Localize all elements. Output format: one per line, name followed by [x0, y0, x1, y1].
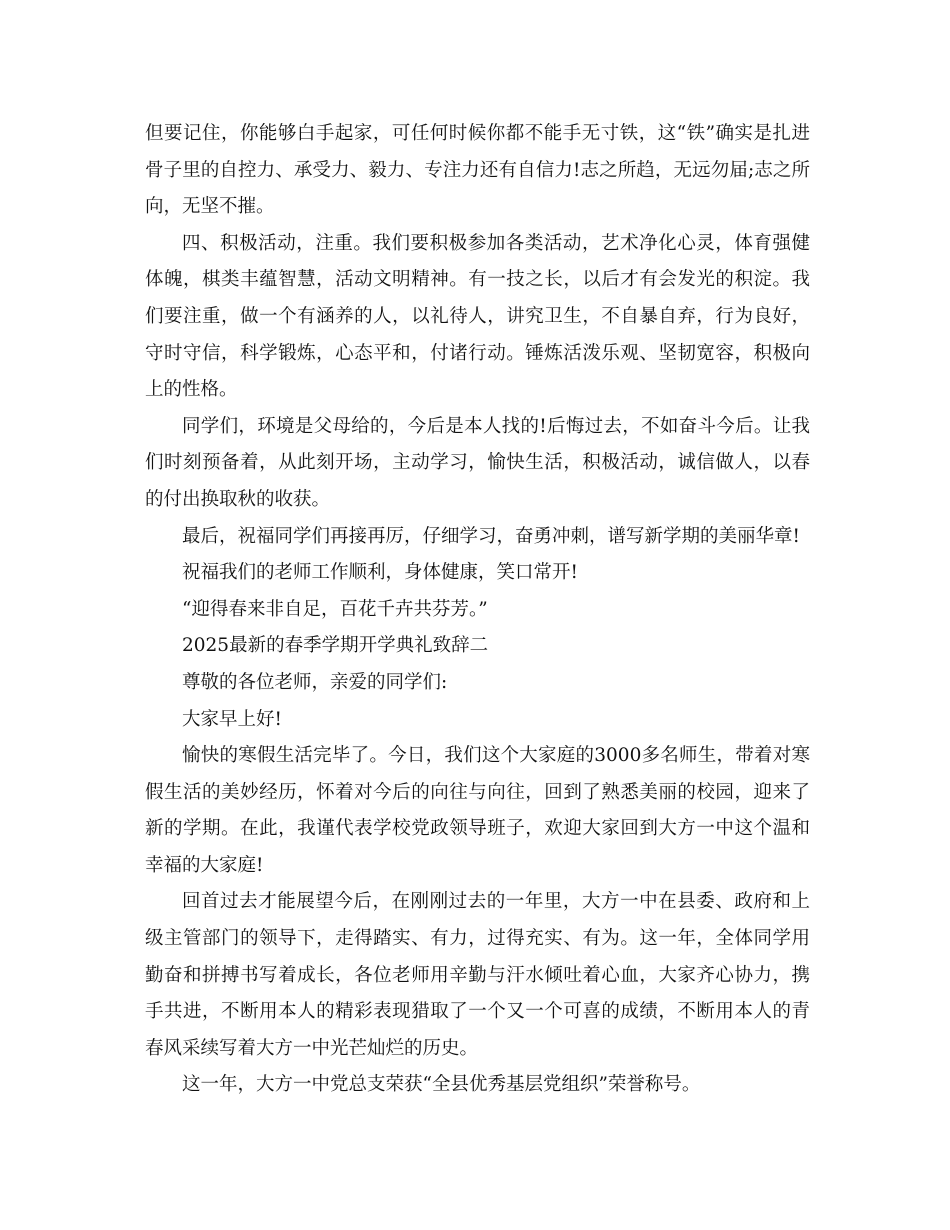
paragraph: 同学们，环境是父母给的，今后是本人找的!后悔过去，不如奋斗今后。让我们时刻预备着，从此刻开场，主动学习，愉快生活，积极活动，诚信做人，以春的付出换取秋的收获。 [145, 415, 810, 510]
paragraph: 回首过去才能展望今后，在刚刚过去的一年里，大方一中在县委、政府和上级主管部门的领导下，走得踏实、有力，过得充实、有为。这一年，全体同学用勤奋和拼搏书写着成长，各位老师用辛勤与汗水倾吐着心血，大家齐心协力，携手共进，不断用本人的精彩表现猎取了一个又一个可喜的成绩，不断用本人的青春风采续写着大方一中光芒灿烂的历史。 [145, 891, 810, 1059]
document-body [145, 116, 810, 1104]
salutation: 尊敬的各位老师，亲爱的同学们: [182, 671, 448, 693]
paragraph: “迎得春来非自足，百花千卉共芬芳。” [182, 598, 488, 620]
paragraph: 四、积极活动，注重。我们要积极参加各类活动，艺术净化心灵，体育强健体魄，棋类丰蕴智慧，活动文明精神。有一技之长，以后才有会发光的积淀。我们要注重，做一个有涵养的人，以礼待人，讲究卫生，不自暴自弃，行为良好，守时守信，科学锻炼，心态平和，付诸行动。锤炼活泼乐观、坚韧宽容，积极向上的性格。 [145, 232, 810, 401]
paragraph: 最后，祝福同学们再接再厉，仔细学习，奋勇冲刺，谱写新学期的美丽华章! [182, 525, 800, 547]
section-title: 2025最新的春季学期开学典礼致辞二 [182, 635, 489, 657]
paragraph: 这一年，大方一中党总支荣获“全县优秀基层党组织”荣誉称号。 [182, 1074, 701, 1096]
paragraph: 但要记住，你能够白手起家，可任何时候你都不能手无寸铁，这“铁”确实是扎进骨子里的自控力、承受力、毅力、专注力还有自信力!志之所趋，无远勿届;志之所向，无坚不摧。 [145, 123, 810, 218]
paragraph: 愉快的寒假生活完毕了。今日，我们这个大家庭的3000多名师生，带着对寒假生活的美妙经历，怀着对今后的向往与向往，回到了熟悉美丽的校园，迎来了新的学期。在此，我谨代表学校党政领导班子，欢迎大家回到大方一中这个温和幸福的大家庭! [145, 745, 810, 876]
greeting: 大家早上好! [182, 708, 282, 730]
paragraph: 祝福我们的老师工作顺利，身体健康，笑口常开! [182, 562, 578, 584]
